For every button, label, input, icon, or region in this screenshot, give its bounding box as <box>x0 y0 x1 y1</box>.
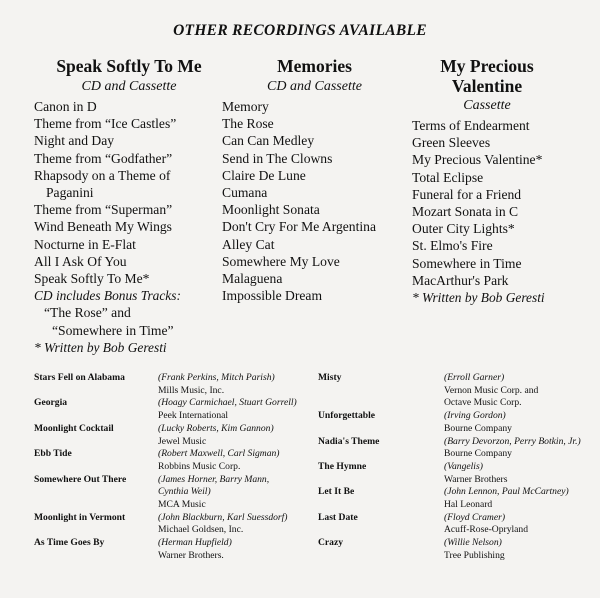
track: Theme from “Godfather” <box>34 150 173 166</box>
track-list <box>34 98 224 287</box>
song-publisher: Tree Publishing <box>444 549 505 561</box>
track: Memory <box>222 99 269 114</box>
track: Alley Cat <box>222 236 275 252</box>
album-format: Cassette <box>463 98 511 113</box>
song-title: Moonlight Cocktail <box>34 422 114 434</box>
album-title: My Precious Valentine <box>440 56 534 96</box>
credits-left <box>34 372 324 563</box>
credits-right <box>318 372 600 563</box>
track: Speak Softly To Me* <box>34 271 150 287</box>
credit-row <box>318 486 600 511</box>
track: Impossible Dream <box>222 288 323 304</box>
song-title: The Hymne <box>318 460 367 472</box>
track: Somewhere My Love <box>222 253 340 269</box>
track: Theme from “Ice Castles” <box>34 116 177 132</box>
song-title: Ebb Tide <box>34 448 72 460</box>
song-title: As Time Goes By <box>34 537 105 549</box>
song-writers: (Floyd Cramer) <box>444 511 506 523</box>
album-precious-valentine <box>412 56 562 306</box>
song-writers: (Frank Perkins, Mitch Parish) <box>158 372 275 383</box>
credit-row <box>34 537 324 562</box>
track: Can Can Medley <box>222 133 315 149</box>
album-memories <box>222 56 407 304</box>
song-title: Let It Be <box>318 486 355 498</box>
track: Wind Beneath My Wings <box>34 219 172 235</box>
song-writers: (Irving Gordon) <box>444 410 506 422</box>
track: Funeral for a Friend <box>412 186 522 202</box>
footnote: * Written by Bob Geresti <box>412 290 545 306</box>
track: Total Eclipse <box>412 169 484 185</box>
song-publisher: MCA Music <box>158 499 206 511</box>
credit-row <box>318 537 600 562</box>
track: Canon in D <box>34 99 97 114</box>
bonus-note: CD includes Bonus Tracks: <box>34 288 181 304</box>
song-publisher: Michael Goldsen, Inc. <box>158 524 244 536</box>
song-writers: (Hoagy Carmichael, Stuart Gorrell) <box>158 397 297 409</box>
song-title: Georgia <box>34 397 68 409</box>
song-writers: (Lucky Roberts, Kim Gannon) <box>158 422 274 434</box>
track: Green Sleeves <box>412 135 491 151</box>
song-title: Stars Fell on Alabama <box>34 372 125 383</box>
track: MacArthur's Park <box>412 272 509 288</box>
song-writers: (John Blackburn, Karl Suessdorf) <box>158 511 288 523</box>
credit-row <box>34 397 324 422</box>
track: Claire De Lune <box>222 167 306 183</box>
song-title: Last Date <box>318 511 358 523</box>
page-heading: OTHER RECORDINGS AVAILABLE <box>173 22 427 39</box>
album-title: Memories <box>277 56 352 76</box>
credit-row <box>34 423 324 448</box>
track: Send in The Clowns <box>222 150 333 166</box>
track: Outer City Lights* <box>412 221 515 237</box>
credit-row <box>34 512 324 537</box>
track: The Rose <box>222 116 274 132</box>
track: Terms of Endearment <box>412 118 530 133</box>
song-publisher: Warner Brothers. <box>158 549 224 561</box>
song-publisher: Robbins Music Corp. <box>158 460 241 472</box>
song-publisher: Warner Brothers <box>444 473 508 485</box>
credit-row <box>34 372 324 397</box>
track: Rhapsody on a Theme of Paganini <box>34 167 171 201</box>
song-publisher: Jewel Music <box>158 435 207 447</box>
song-writers: (Barry Devorzon, Perry Botkin, Jr.) <box>444 435 581 447</box>
song-title: Crazy <box>318 537 344 549</box>
credit-row <box>318 512 600 537</box>
album-format: CD and Cassette <box>81 79 177 94</box>
credit-row <box>318 410 600 435</box>
credit-row <box>318 372 600 410</box>
track: Malaguena <box>222 271 283 287</box>
track: My Precious Valentine* <box>412 152 543 168</box>
song-title: Misty <box>318 372 342 383</box>
track-list <box>222 98 407 304</box>
footnote: * Written by Bob Geresti <box>34 339 167 355</box>
song-publisher: Bourne Company <box>444 448 512 460</box>
credit-row <box>34 474 324 512</box>
song-publisher: Vernon Music Corp. and Octave Music Corp. <box>444 384 539 409</box>
track: Mozart Sonata in C <box>412 204 519 220</box>
bonus-tracks <box>34 304 224 338</box>
song-writers: (Robert Maxwell, Carl Sigman) <box>158 448 280 460</box>
track-list <box>412 117 562 289</box>
song-title: Moonlight in Vermont <box>34 511 126 523</box>
track: Nocturne in E-Flat <box>34 236 136 252</box>
track: All I Ask Of You <box>34 253 127 269</box>
song-publisher: Peek International <box>158 410 229 422</box>
album-title: Speak Softly To Me <box>56 56 202 76</box>
song-publisher: Hal Leonard <box>444 499 493 511</box>
song-publisher: Mills Music, Inc. <box>158 384 225 396</box>
song-writers: (Herman Hupfield) <box>158 537 232 549</box>
song-publisher: Bourne Company <box>444 422 512 434</box>
track: Cumana <box>222 185 268 201</box>
credit-row <box>318 461 600 486</box>
credit-row <box>318 436 600 461</box>
track: Night and Day <box>34 133 115 149</box>
song-title: Somewhere Out There <box>34 473 127 485</box>
track: St. Elmo's Fire <box>412 238 493 254</box>
track: Theme from “Superman” <box>34 202 173 218</box>
song-writers: (James Horner, Barry Mann, Cynthia Weil) <box>158 473 270 498</box>
song-writers: (John Lennon, Paul McCartney) <box>444 486 569 498</box>
song-title: Nadia's Theme <box>318 435 380 447</box>
album-speak-softly <box>34 56 224 356</box>
song-writers: (Erroll Garner) <box>444 372 505 383</box>
bonus-track: “Somewhere in Time” <box>52 322 174 338</box>
track: Moonlight Sonata <box>222 202 320 218</box>
track: Somewhere in Time <box>412 255 522 271</box>
credit-row <box>34 448 324 473</box>
bonus-track: “The Rose” and <box>44 305 131 321</box>
song-writers: (Vangelis) <box>444 460 483 472</box>
track: Don't Cry For Me Argentina <box>222 219 376 235</box>
album-format: CD and Cassette <box>267 79 362 94</box>
song-title: Unforgettable <box>318 410 376 422</box>
song-publisher: Acuff-Rose-Opryland <box>444 524 529 536</box>
song-writers: (Willie Nelson) <box>444 537 502 549</box>
